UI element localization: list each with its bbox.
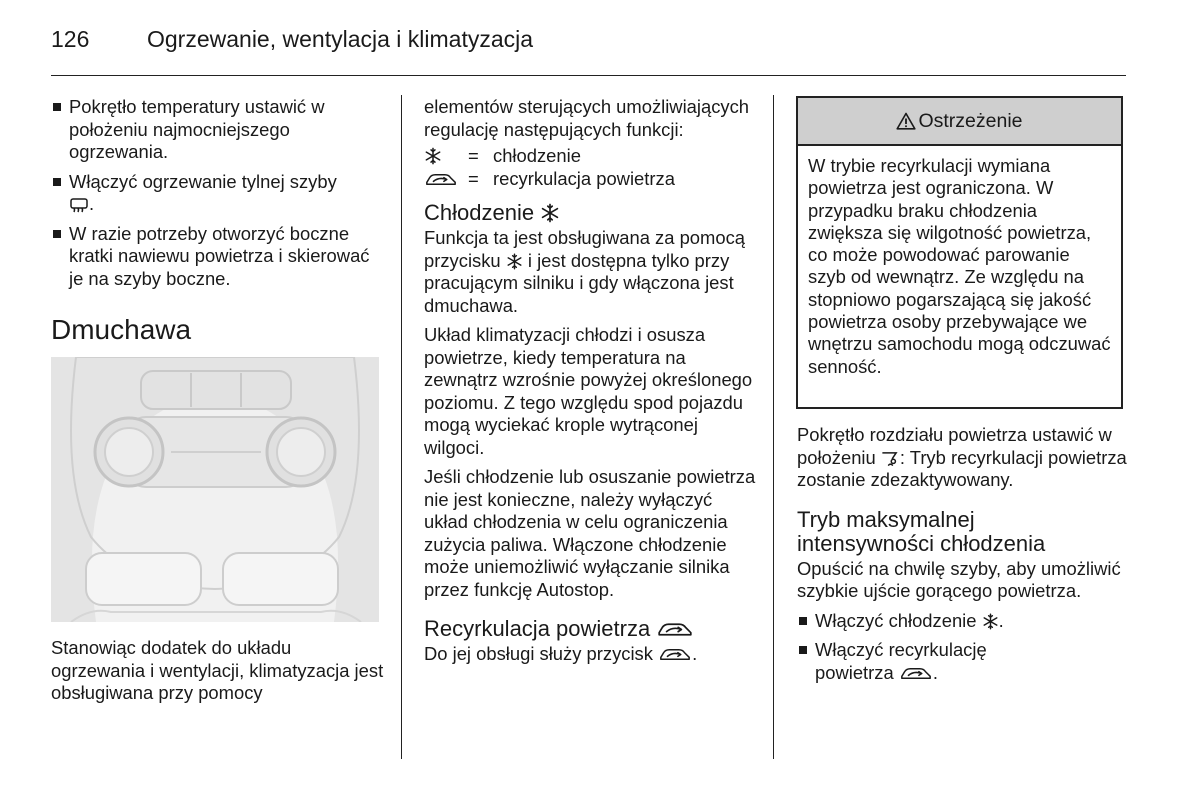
section-heading-dmuchawa: Dmuchawa [51,314,192,345]
heading-text: Chłodzenie [424,200,535,225]
rear-window-defroster-icon [69,197,89,213]
text: Pokrętło rozdziału powietrza ustawić w położeniu [797,424,1112,468]
warning-triangle-icon [896,112,916,130]
heading-text: Recyrkulacja powietrza [424,616,651,641]
column-divider-1 [401,95,402,759]
bullet-item: Włączyć recyrkulację powietrza . [797,639,1035,684]
legend-label: recyrkulacja powietrza [493,168,675,190]
warning-box [796,96,1123,409]
column-divider-2 [773,95,774,759]
air-distribution-icon [881,450,900,467]
climate-control-panel-image [51,357,379,622]
warning-header [798,98,1121,146]
caption-text: Stanowiąc dodatek do układu ogrzewania i wentylacji, klimatyzacja jest obsługiwana przy pomocy [51,637,384,703]
legend-eq: = [468,145,479,167]
paragraph [424,227,759,317]
paragraph: Jeśli chłodzenie lub osuszanie powietrza nie jest konieczne, należy wyłączyć układ chłodzenia w celu ograniczenia zużycia paliwa. Włączone chłodzenie może uniemożliwić wyłączanie silnika przez funkcję Autostop. [424,466,756,600]
text: Do jej obsługi służy przycisk [424,643,653,664]
bullet-item: Pokrętło temperatury ustawić w położeniu najmocniejszego ogrzewania. [51,96,386,164]
legend-row [424,168,759,191]
text: : Tryb recyrkulacji powietrza zostanie zdezaktywowany. [797,446,1127,490]
recirculation-icon [658,646,692,663]
paragraph: Układ klimatyzacji chłodzi i osusza powietrze, kiedy temperatura na zewnątrz wzrośnie powyżej określonego poziomu. Z tego względu spod pojazdu mogą wyciekać krople wytrąconej wilgoci. [424,324,753,458]
text: i jest dostępna tylko przy pracującym silniku i gdy włączona jest dmuchawa. [424,249,734,316]
text: Funkcja ta jest obsługiwana za pomocą przycisku [424,227,745,271]
bullet-item: W razie potrzeby otworzyć boczne kratki nawiewu powietrza i skierować je na szyby boczne. [51,223,386,291]
recirculation-icon [656,620,694,639]
paragraph: Do jej obsługi służy przycisk . [424,643,698,664]
column-1 [51,96,386,297]
snowflake-icon [506,253,523,270]
column-3 [797,424,1137,691]
snowflake-icon [540,203,560,223]
legend-row [424,145,759,168]
recirculation-icon [899,665,933,682]
bullet-item: Włączyć chłodzenie . [797,610,1137,633]
snowflake-icon [424,147,442,165]
page-number: 126 [51,26,90,52]
warning-title: Ostrzeżenie [918,109,1023,132]
bullet-text: Włączyć ogrzewanie tylnej szyby [69,170,337,192]
page-header [51,26,533,53]
bullet-text: Włączyć chłodzenie [815,609,977,631]
snowflake-icon [982,613,999,630]
paragraph: Opuścić na chwilę szyby, aby umożliwić szybkie ujście gorącego powietrza. [797,557,1121,601]
recirculation-icon [424,171,458,188]
header-rule [51,75,1126,76]
paragraph [797,424,1137,492]
intro-text: elementów sterujących umożliwiających regulację następujących funkcji: [424,96,750,140]
column-2 [424,96,759,673]
legend-label: chłodzenie [493,145,581,167]
warning-text: W trybie recyrkulacji wymiana powietrza jest ograniczona. W przypadku braku chłodzenia zwiększa się wilgotność powietrza, co może powodować parowanie szyb od wewnątrz. Ze względu na stopniowo pogarszającą się jakość powietrza osoby przebywające we wnętrzu samochodu mogą odczuwać senność. [808,155,1111,377]
section-heading-cooling [424,201,759,225]
section-heading-recirculation [424,617,759,641]
figure-caption [51,637,386,712]
legend-eq: = [468,168,479,190]
page-title: Ogrzewanie, wentylacja i klimatyzacja [147,26,534,52]
section-heading-max-cooling: Tryb maksymalnej intensywności chłodzenia [797,506,1046,556]
bullet-text: Włączyć recyrkulację powietrza [815,639,987,683]
bullet-item: Włączyć ogrzewanie tylnej szyby . [51,171,386,216]
